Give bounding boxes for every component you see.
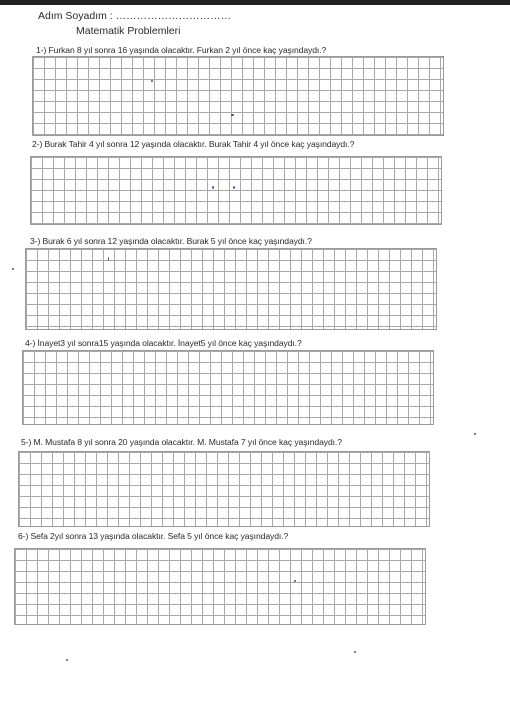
question-2: 2-) Burak Tahir 4 yıl sonra 12 yaşında olacaktır. Burak Tahir 4 yıl önce kaç yaşındaydı.? bbox=[32, 139, 355, 149]
question-3: 3-) Burak 6 yıl sonra 12 yaşında olacaktır. Burak 5 yıl önce kaç yaşındaydı.? bbox=[30, 236, 312, 246]
scan-speck bbox=[108, 257, 109, 261]
scan-speck bbox=[66, 659, 68, 661]
scan-speck bbox=[474, 433, 476, 435]
scan-speck bbox=[212, 186, 214, 189]
answer-grid-2[interactable] bbox=[30, 156, 442, 225]
answer-grid-4[interactable] bbox=[22, 350, 434, 425]
answer-grid-5[interactable] bbox=[18, 451, 430, 527]
scan-speck bbox=[231, 114, 234, 116]
question-6: 6-) Sefa 2yıl sonra 13 yaşında olacaktır. Sefa 5 yıl önce kaç yaşındaydı.? bbox=[18, 531, 289, 541]
answer-grid-6[interactable] bbox=[14, 548, 426, 625]
question-5: 5-) M. Mustafa 8 yıl sonra 20 yaşında olacaktır. M. Mustafa 7 yıl önce kaç yaşındaydı.? bbox=[21, 437, 342, 447]
answer-grid-1[interactable] bbox=[32, 56, 444, 136]
scan-speck bbox=[354, 651, 356, 653]
scan-speck bbox=[151, 80, 153, 82]
page-title: Matematik Problemleri bbox=[76, 25, 181, 37]
student-name-line: Adım Soyadım : …………………………… bbox=[38, 10, 232, 22]
question-4: 4-) İnayet3 yıl sonra15 yaşında olacaktır. İnayet5 yıl önce kaç yaşındaydı.? bbox=[25, 338, 302, 348]
scan-speck bbox=[12, 268, 14, 270]
scan-top-edge bbox=[0, 0, 510, 5]
answer-grid-3[interactable] bbox=[25, 248, 437, 330]
question-1: 1-) Furkan 8 yıl sonra 16 yaşında olacaktır. Furkan 2 yıl önce kaç yaşındaydı.? bbox=[36, 45, 327, 55]
scan-speck bbox=[294, 580, 296, 582]
scan-speck bbox=[233, 186, 235, 189]
